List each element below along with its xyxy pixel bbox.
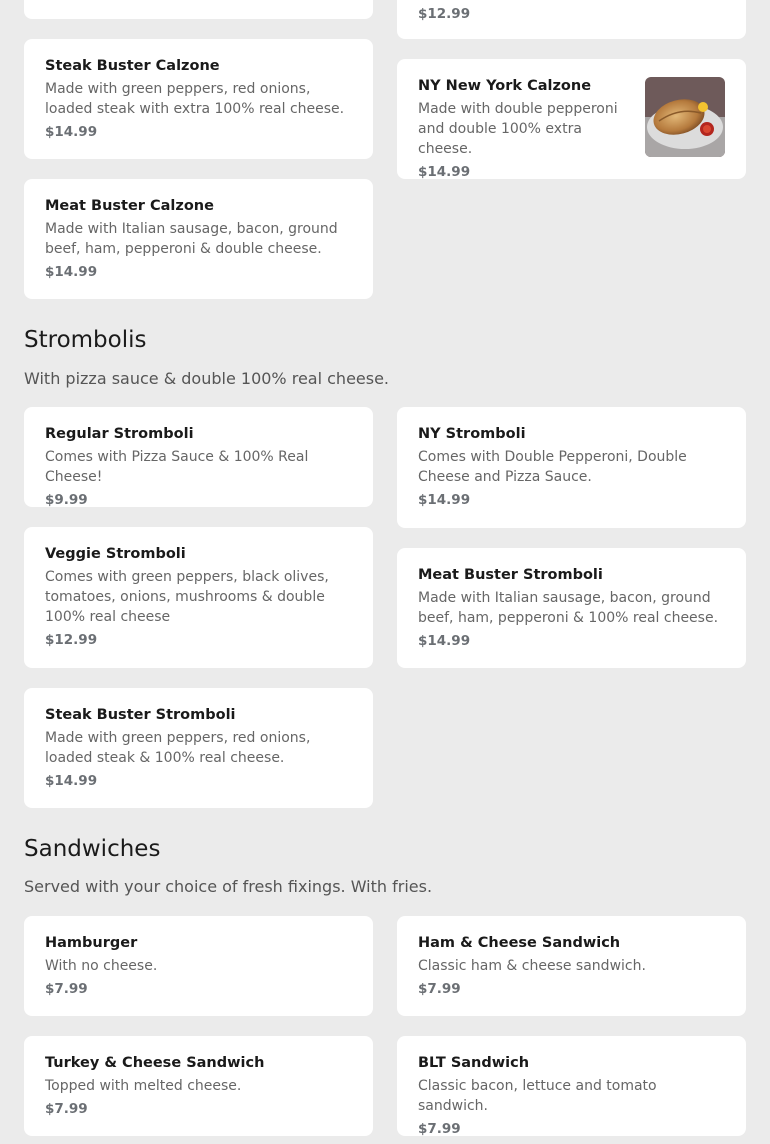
section-title-strombolis: Strombolis [24,327,147,353]
menu-item-card[interactable] [24,39,373,159]
item-price: $14.99 [418,492,471,508]
section-subtitle-sandwiches: Served with your choice of fresh fixings. With fries. [24,877,433,896]
item-name: NY New York Calzone [418,78,592,94]
item-description: With no cheese. [45,958,158,974]
item-price: $12.99 [45,632,98,648]
item-name: Hamburger [45,935,138,951]
item-price: $7.99 [45,1101,88,1117]
menu-item-card[interactable] [397,916,746,1016]
menu-item-card[interactable] [397,1036,746,1136]
item-name: Steak Buster Calzone [45,58,220,74]
item-name: Regular Stromboli [45,426,194,442]
item-description: Made with Italian sausage, bacon, ground beef, ham, pepperoni & double cheese. [45,221,338,257]
section-subtitle-strombolis: With pizza sauce & double 100% real cheese. [24,369,390,388]
menu-item-card[interactable] [24,527,373,668]
item-name: Meat Buster Calzone [45,198,214,214]
item-description: Made with double pepperoni and double 100% extra cheese. [418,101,618,157]
item-photo [645,77,725,157]
item-name: Meat Buster Stromboli [418,567,603,583]
item-description: Comes with Double Pepperoni, Double Cheese and Pizza Sauce. [418,449,687,485]
menu-item-card[interactable] [24,688,373,808]
item-price: $14.99 [45,773,98,789]
menu-item-card[interactable] [24,179,373,299]
item-description: Made with Italian sausage, bacon, ground beef, ham, pepperoni & 100% real cheese. [418,590,719,626]
item-name: Ham & Cheese Sandwich [418,935,621,951]
item-name: Turkey & Cheese Sandwich [45,1055,265,1071]
item-description: Made with green peppers, red onions, loaded steak & 100% real cheese. [45,730,311,766]
item-name: BLT Sandwich [418,1055,530,1071]
item-price: $14.99 [418,633,471,649]
menu-item-card[interactable] [24,1036,373,1136]
menu-item-card-partial[interactable] [24,0,373,19]
menu-item-card[interactable] [397,59,746,179]
item-price: $14.99 [418,164,471,180]
menu-item-card[interactable] [24,407,373,507]
item-name: Veggie Stromboli [45,546,186,562]
item-name: NY Stromboli [418,426,526,442]
menu-item-card[interactable] [24,916,373,1016]
item-description: Classic bacon, lettuce and tomato sandwich. [418,1078,657,1114]
item-name: Steak Buster Stromboli [45,707,236,723]
item-price: $7.99 [418,1121,461,1137]
item-description: Made with green peppers, red onions, loaded steak with extra 100% real cheese. [45,81,345,117]
menu-item-card[interactable] [397,548,746,668]
item-description: Topped with melted cheese. [45,1078,242,1094]
item-description: Comes with green peppers, black olives, tomatoes, onions, mushrooms & double 100% real cheese [45,569,329,625]
item-price: $7.99 [45,981,88,997]
item-price: $9.99 [45,492,88,508]
item-price: $14.99 [45,124,98,140]
item-description: Classic ham & cheese sandwich. [418,958,646,974]
item-price: $7.99 [418,981,461,997]
section-title-sandwiches: Sandwiches [24,836,161,862]
item-price: $14.99 [45,264,98,280]
item-description: Comes with Pizza Sauce & 100% Real Cheese! [45,449,309,485]
item-price: $12.99 [418,6,471,22]
menu-item-card-partial[interactable] [397,0,746,39]
menu-item-card[interactable] [397,407,746,528]
